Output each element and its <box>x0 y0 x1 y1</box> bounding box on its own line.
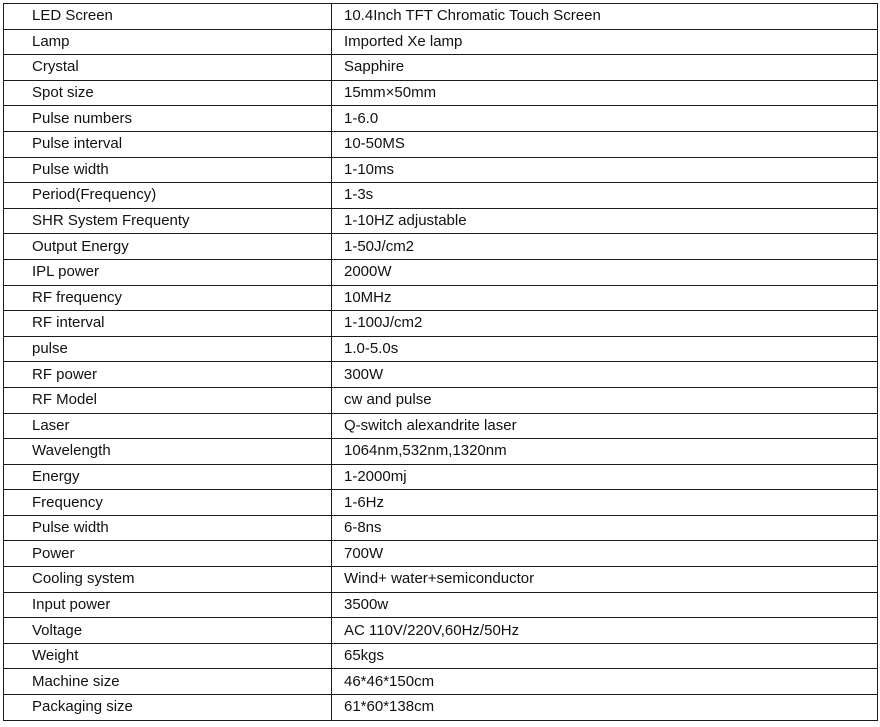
spec-table <box>3 3 878 721</box>
spec-value: 10-50MS <box>332 131 878 157</box>
table-row <box>4 362 878 388</box>
spec-value: AC 110V/220V,60Hz/50Hz <box>332 618 878 644</box>
spec-value: 65kgs <box>332 643 878 669</box>
spec-label: Pulse width <box>4 157 332 183</box>
spec-value: 1-100J/cm2 <box>332 311 878 337</box>
spec-label: Pulse numbers <box>4 106 332 132</box>
table-row <box>4 55 878 81</box>
spec-label: Laser <box>4 413 332 439</box>
spec-label: Input power <box>4 592 332 618</box>
table-row <box>4 439 878 465</box>
spec-label: Pulse width <box>4 515 332 541</box>
table-row <box>4 515 878 541</box>
table-row <box>4 259 878 285</box>
spec-value: 10MHz <box>332 285 878 311</box>
table-row <box>4 336 878 362</box>
spec-label: Machine size <box>4 669 332 695</box>
spec-value: Q-switch alexandrite laser <box>332 413 878 439</box>
spec-value: 1064nm,532nm,1320nm <box>332 439 878 465</box>
spec-label: IPL power <box>4 259 332 285</box>
spec-label: SHR System Frequenty <box>4 208 332 234</box>
spec-label: RF Model <box>4 387 332 413</box>
table-row <box>4 285 878 311</box>
spec-label: Period(Frequency) <box>4 183 332 209</box>
spec-value: cw and pulse <box>332 387 878 413</box>
table-row <box>4 311 878 337</box>
table-row <box>4 413 878 439</box>
table-row <box>4 592 878 618</box>
table-row <box>4 80 878 106</box>
spec-label: Frequency <box>4 490 332 516</box>
spec-value: Imported Xe lamp <box>332 29 878 55</box>
table-row <box>4 208 878 234</box>
spec-value: 1-6.0 <box>332 106 878 132</box>
spec-value: 1-3s <box>332 183 878 209</box>
spec-label: Lamp <box>4 29 332 55</box>
table-row <box>4 387 878 413</box>
table-row <box>4 567 878 593</box>
spec-value: 15mm×50mm <box>332 80 878 106</box>
spec-value: 1-10HZ adjustable <box>332 208 878 234</box>
spec-value: 6-8ns <box>332 515 878 541</box>
spec-label: RF frequency <box>4 285 332 311</box>
spec-label: Pulse interval <box>4 131 332 157</box>
spec-label: Crystal <box>4 55 332 81</box>
spec-table-body <box>4 4 878 721</box>
spec-label: Voltage <box>4 618 332 644</box>
table-row <box>4 106 878 132</box>
table-row <box>4 4 878 30</box>
spec-value: 1-10ms <box>332 157 878 183</box>
table-row <box>4 541 878 567</box>
spec-label: Output Energy <box>4 234 332 260</box>
spec-value: 2000W <box>332 259 878 285</box>
spec-value: 3500w <box>332 592 878 618</box>
spec-label: Spot size <box>4 80 332 106</box>
spec-value: 46*46*150cm <box>332 669 878 695</box>
spec-label: Power <box>4 541 332 567</box>
spec-value: 1-2000mj <box>332 464 878 490</box>
spec-label: RF interval <box>4 311 332 337</box>
spec-label: pulse <box>4 336 332 362</box>
spec-value: 700W <box>332 541 878 567</box>
spec-value: Sapphire <box>332 55 878 81</box>
table-row <box>4 643 878 669</box>
table-row <box>4 490 878 516</box>
spec-label: Wavelength <box>4 439 332 465</box>
spec-value: 1-50J/cm2 <box>332 234 878 260</box>
spec-value: 61*60*138cm <box>332 695 878 721</box>
table-row <box>4 183 878 209</box>
spec-label: Cooling system <box>4 567 332 593</box>
table-row <box>4 157 878 183</box>
spec-value: 1.0-5.0s <box>332 336 878 362</box>
table-row <box>4 234 878 260</box>
spec-label: Energy <box>4 464 332 490</box>
table-row <box>4 131 878 157</box>
spec-value: 10.4Inch TFT Chromatic Touch Screen <box>332 4 878 30</box>
spec-label: Weight <box>4 643 332 669</box>
spec-value: Wind+ water+semiconductor <box>332 567 878 593</box>
table-row <box>4 695 878 721</box>
spec-label: Packaging size <box>4 695 332 721</box>
table-row <box>4 29 878 55</box>
spec-value: 300W <box>332 362 878 388</box>
spec-label: RF power <box>4 362 332 388</box>
table-row <box>4 618 878 644</box>
spec-value: 1-6Hz <box>332 490 878 516</box>
table-row <box>4 669 878 695</box>
spec-label: LED Screen <box>4 4 332 30</box>
table-row <box>4 464 878 490</box>
